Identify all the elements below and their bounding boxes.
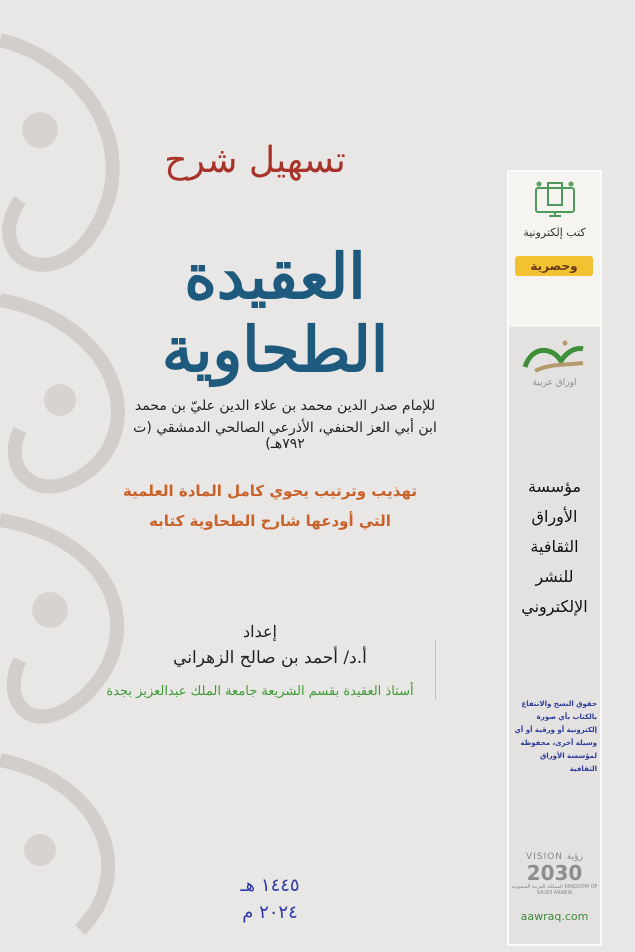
description-line-1: تهذيب وترتيب يحوي كامل المادة العلمية [122, 482, 418, 500]
publisher-name-line: الأوراق [531, 507, 578, 526]
publisher-name-line: الثقافية [530, 537, 579, 556]
awraq-arabia-logo [521, 337, 587, 377]
prepared-by-label: إعداد [243, 622, 277, 641]
preparer-name: أ.د/ أحمد بن صالح الزهراني [173, 648, 367, 668]
publisher-name-line: للنشر [535, 567, 574, 586]
date-hijri: ١٤٤٥ هـ [240, 875, 300, 896]
book-subtitle: تسهيل شرح [164, 140, 346, 181]
preparer-affiliation: أستاذ العقيدة بقسم الشريعة جامعة الملك عبدالعزيز بجدة [106, 684, 414, 699]
website-link[interactable]: aawraq.com [520, 910, 589, 923]
date-gregorian: ٢٠٢٤ م [242, 902, 298, 923]
divider [435, 640, 436, 700]
ebook-badge [509, 172, 600, 327]
vision-subtitle: المملكة العربية السعودية KINGDOM OF SAUDI ARABIA [511, 884, 598, 896]
publisher-sidebar [507, 170, 602, 946]
copyright-notice: حقوق النسخ والانتفاع بالكتاب بأي صورة إلكترونية أو ورقية أو أي وسيلة أخرى، محفوظة لمؤسسة الأوراق الثقافية [514, 700, 597, 773]
publisher-name-line: مؤسسة [527, 477, 582, 496]
publisher-name [509, 472, 600, 622]
ebooks-label: كتب إلكترونية [523, 226, 586, 239]
author-line-1: للإمام صدر الدين محمد بن علاء الدين عليّ بن محمد [134, 398, 436, 414]
author-line-2: ابن أبي العز الحنفي، الأذرعي الصالحي الدمشقي (ت ٧٩٢هـ) [133, 420, 437, 452]
arabesque-ornament [0, 0, 160, 952]
computer-book-icon [533, 180, 577, 224]
description-line-2: التي أودعها شارح الطحاوية كتابه [149, 512, 391, 530]
exclusive-label: وحصرية [515, 256, 593, 276]
book-title: العقيدة الطحاوية [161, 240, 389, 386]
vision-year: 2030 [526, 861, 583, 885]
publisher-name-line: الإلكتروني [521, 597, 588, 616]
awraq-arabia-logo-text: اوراق عربية [532, 378, 577, 388]
vision-2030-logo [509, 852, 600, 896]
vision-label: VISION رؤية [526, 852, 583, 862]
